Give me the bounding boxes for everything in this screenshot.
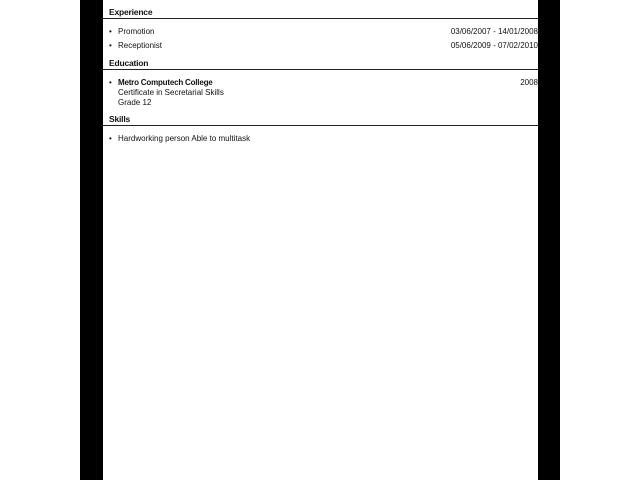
education-heading: Education: [109, 58, 149, 68]
bullet-icon: •: [109, 78, 112, 87]
experience-dates: 05/06/2009 - 07/02/2010: [450, 41, 538, 50]
skill-text: Hardworking person Able to multitask: [118, 134, 251, 143]
bullet-icon: •: [109, 134, 112, 143]
resume-page: [103, 0, 538, 480]
education-grade: Grade 12: [118, 98, 152, 107]
experience-title: Receptionist: [118, 41, 163, 50]
experience-heading: Experience: [109, 7, 153, 17]
bullet-icon: •: [109, 41, 112, 50]
experience-dates: 03/06/2007 - 14/01/2008: [450, 27, 538, 36]
right-black-margin: [538, 0, 560, 480]
bullet-icon: •: [109, 27, 112, 36]
education-details: [118, 78, 224, 108]
skills-divider: [103, 125, 538, 126]
education-qualification: Certificate in Secretarial Skills: [118, 88, 224, 97]
experience-divider: [103, 18, 538, 19]
experience-title: Promotion: [118, 27, 155, 36]
education-divider: [103, 69, 538, 70]
left-black-margin: [80, 0, 103, 480]
skills-heading: Skills: [109, 114, 131, 124]
education-year: 2008: [520, 78, 538, 87]
education-institution: Metro Computech College: [118, 78, 213, 87]
